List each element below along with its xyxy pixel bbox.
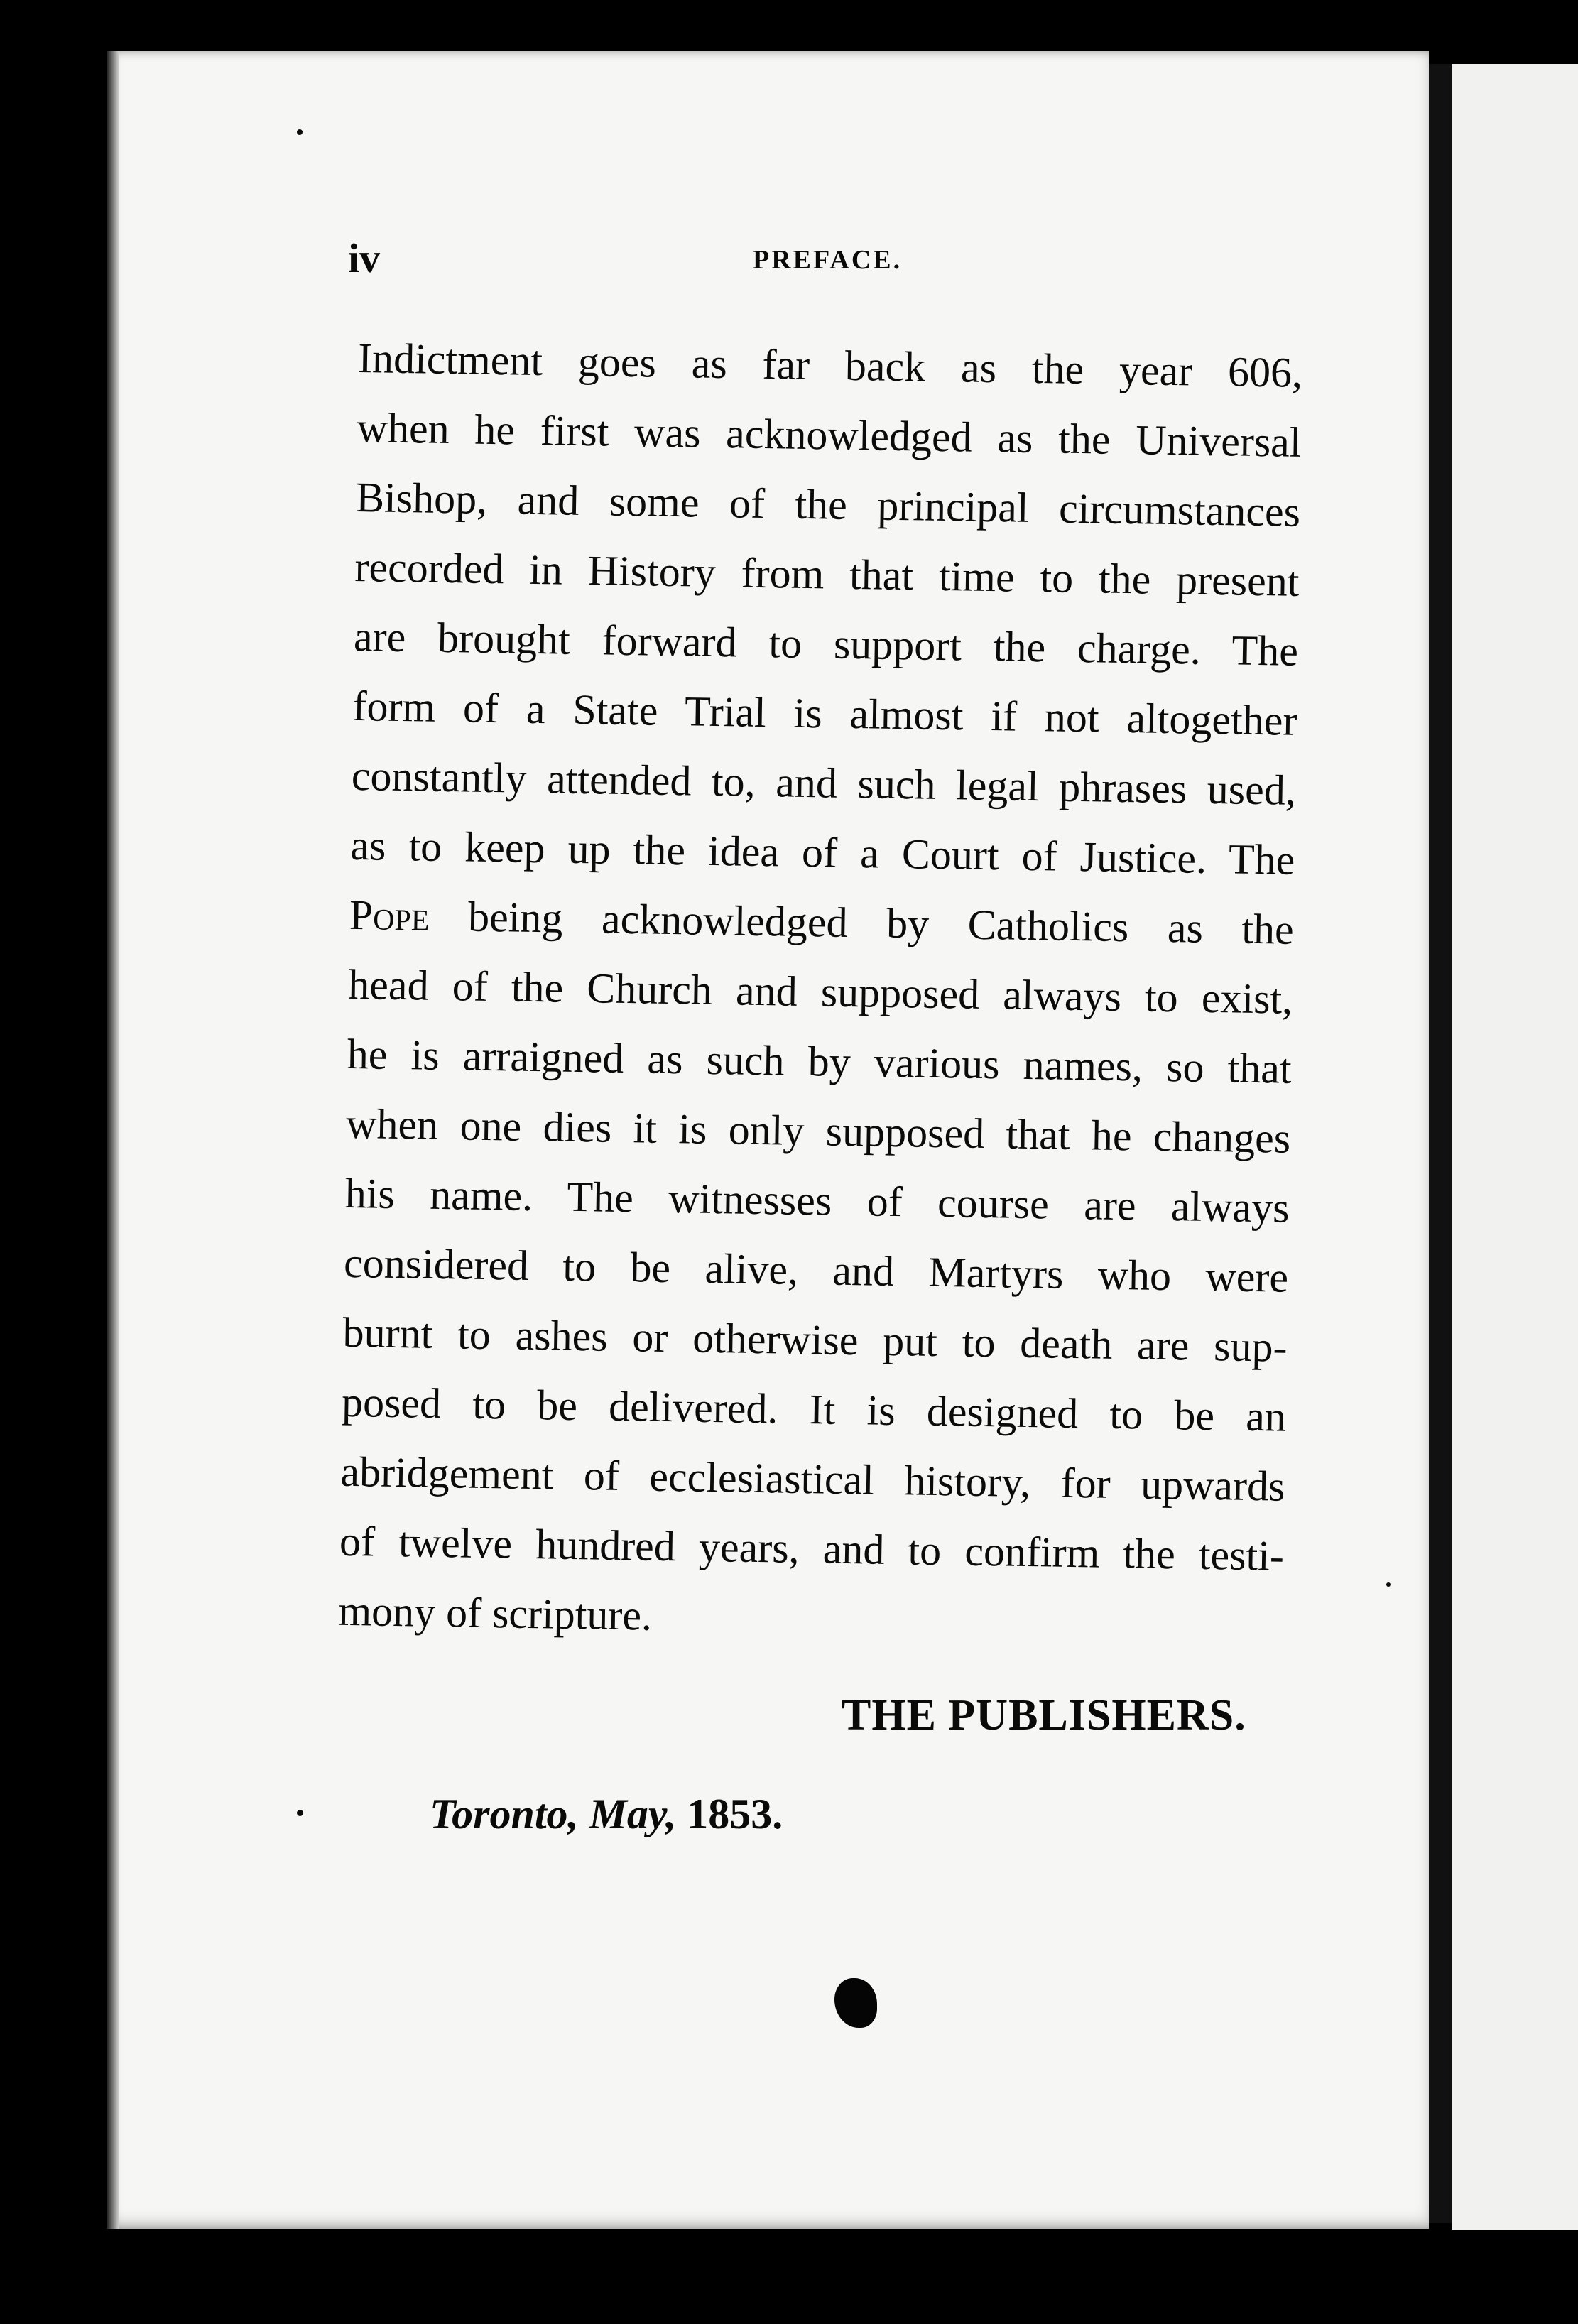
dateline-place: Toronto, May, (430, 1791, 677, 1837)
text-line: as to keep up the idea of a Court of Justice. The (349, 821, 1295, 884)
text-line: considered to be alive, and Martyrs who were (343, 1239, 1289, 1301)
text-line: he is arraigned as such by various names, so that (347, 1030, 1293, 1092)
preface-text (338, 323, 1303, 1661)
text-line: of twelve hundred years, and to confirm the testi- (339, 1517, 1285, 1580)
text-line: Bishop, and some of the principal circumstances (355, 473, 1301, 536)
text-line: mony of scripture. (338, 1587, 653, 1639)
ink-speck (1386, 1582, 1391, 1587)
text-line: abridgement of ecclesiastical history, for upwards (340, 1448, 1285, 1510)
text-line: Indictment goes as far back as the year 606, (357, 334, 1303, 396)
facing-page-edge (1452, 64, 1578, 2230)
pope-smallcaps: Pope (349, 891, 430, 940)
ink-speck (297, 129, 303, 135)
text-line: constantly attended to, and such legal phrases used, (351, 751, 1297, 814)
text-line: posed to be delivered. It is designed to be an (341, 1378, 1287, 1440)
text-line: when one dies it is only supposed that he changes (345, 1099, 1291, 1162)
text-line: are brought forward to support the charge. The (353, 612, 1299, 675)
dateline-year: 1853. (687, 1791, 783, 1837)
text-line: recorded in History from that time to the present (354, 543, 1300, 605)
text-line: when he first was acknowledged as the Universal (357, 403, 1302, 466)
text-line: head of the Church and supposed always to exist, (347, 960, 1293, 1023)
ink-speck (297, 1810, 303, 1816)
text-line: burnt to ashes or otherwise put to death are sup- (342, 1308, 1288, 1371)
signature: THE PUBLISHERS. (842, 1691, 1246, 1739)
page-header (348, 234, 1335, 291)
text-line: Pope being acknowledged by Catholics as the (349, 891, 1295, 953)
running-head: PREFACE. (753, 245, 903, 275)
page-number: iv (348, 235, 381, 281)
text-line: his name. The witnesses of course are always (344, 1169, 1290, 1232)
page-left-edge (107, 51, 119, 2229)
dateline (430, 1790, 783, 1839)
book-gutter (1427, 64, 1452, 2223)
text-line: form of a State Trial is almost if not altogether (352, 682, 1297, 744)
